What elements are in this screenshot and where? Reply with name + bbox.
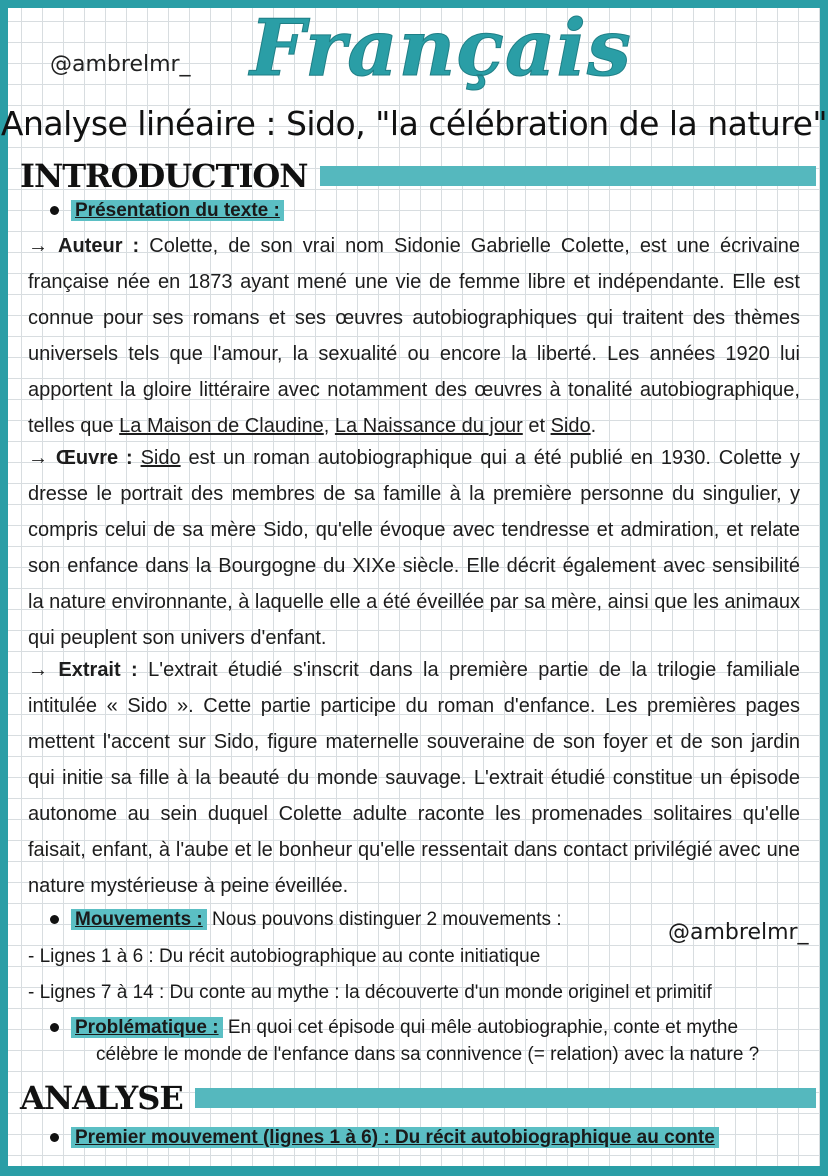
section-bar: [320, 166, 816, 186]
problematique-text-2: célèbre le monde de l'enfance dans sa connivence (= relation) avec la nature ?: [96, 1044, 760, 1065]
work-title: Sido: [550, 415, 591, 437]
separator: ,: [323, 415, 335, 437]
author-handle: @ambrelmr_: [50, 52, 191, 77]
auteur-label: Auteur :: [58, 235, 140, 257]
paragraph-auteur: [28, 228, 800, 444]
oeuvre-label: Œuvre :: [55, 447, 133, 469]
oeuvre-text: est un roman autobiographique qui a été publié en 1930. Colette y dresse le portrait des membres de sa famille à la première personne du singulier, y compris celui de sa mère Sido, qu'elle évoque avec tendresse et admiration, et relate son enfance dans la Bourgogne du XIXe siècle. Elle décrit également avec sensibilité la nature environnante, à laquelle elle a été éveillée par sa mère, ainsi que les animaux qui peuplent son univers d'enfant.: [28, 447, 801, 649]
work-title: Sido: [140, 447, 181, 469]
author-handle-mid: @ambrelmr_: [668, 920, 809, 945]
problematique-text-1: En quoi cet épisode qui mêle autobiographie, conte et mythe: [227, 1017, 739, 1038]
bullet-premier-mouvement: [50, 1124, 800, 1151]
movement-line-1: - Lignes 1 à 6 : Du récit autobiographique au conte initiatique: [28, 946, 541, 967]
section-analyse: [20, 1080, 816, 1116]
section-heading: INTRODUCTION: [20, 157, 308, 195]
section-heading: ANALYSE: [20, 1079, 183, 1117]
bullet-presentation: [50, 197, 800, 224]
extrait-text: L'extrait étudié s'inscrit dans la première partie de la trilogie familiale intitulée « Sido ». Cette partie participe du roman d'enfance. Les premières pages mettent l'accent sur Sido, figure maternelle souveraine de son foyer et de son jardin qui initie sa fille à la beauté du monde sauvage. L'extrait étudié constitue un épisode autonome au sein duquel Colette adulte raconte les promenades solitaires qu'elle faisait, enfant, à l'aube et le bonheur qu'elle ressentait dans contact privilégié avec une nature mystérieuse à peine éveillée.: [28, 659, 801, 897]
arrow-icon: →: [28, 235, 48, 257]
work-title: La Maison de Claudine: [119, 415, 324, 437]
separator: .: [590, 415, 597, 437]
mouvements-text: Nous pouvons distinguer 2 mouvements :: [212, 909, 562, 930]
extrait-label: Extrait :: [58, 659, 138, 681]
page-title: Français: [250, 3, 632, 94]
arrow-icon: →: [28, 447, 48, 469]
mouvements-label: Mouvements :: [71, 909, 207, 930]
bullet-dot-icon: [50, 206, 59, 215]
work-title: La Naissance du jour: [334, 415, 523, 437]
bullet-dot-icon: [50, 1023, 59, 1032]
paragraph-extrait: [28, 652, 800, 904]
bullet-dot-icon: [50, 915, 59, 924]
presentation-label: Présentation du texte :: [71, 200, 284, 221]
separator: et: [522, 415, 551, 437]
auteur-text: Colette, de son vrai nom Sidonie Gabrielle Colette, est une écrivaine française née en 1873 ayant mené une vie de femme libre et indépendante. Elle est connue pour ses romans et ses œuvres autobiographiques qui traitent des thèmes universels tels que l'amour, la sexualité ou encore la liberté. Les années 1920 lui apportent la gloire littéraire avec notamment des œuvres à tonalité autobiographique, telles que: [28, 235, 800, 437]
page-subtitle: Analyse linéaire : Sido, "la célébration de la nature": [0, 104, 828, 143]
movement-line-2: - Lignes 7 à 14 : Du conte au mythe : la découverte d'un monde originel et primitif: [28, 982, 712, 1003]
section-bar: [195, 1088, 816, 1108]
bullet-problematique: [50, 1014, 800, 1068]
arrow-icon: →: [28, 659, 48, 681]
bullet-dot-icon: [50, 1133, 59, 1142]
problematique-label: Problématique :: [71, 1017, 223, 1038]
paragraph-oeuvre: [28, 440, 800, 656]
premier-mouvement-label: Premier mouvement (lignes 1 à 6) : Du récit autobiographique au conte: [71, 1127, 719, 1148]
section-introduction: [20, 158, 816, 194]
